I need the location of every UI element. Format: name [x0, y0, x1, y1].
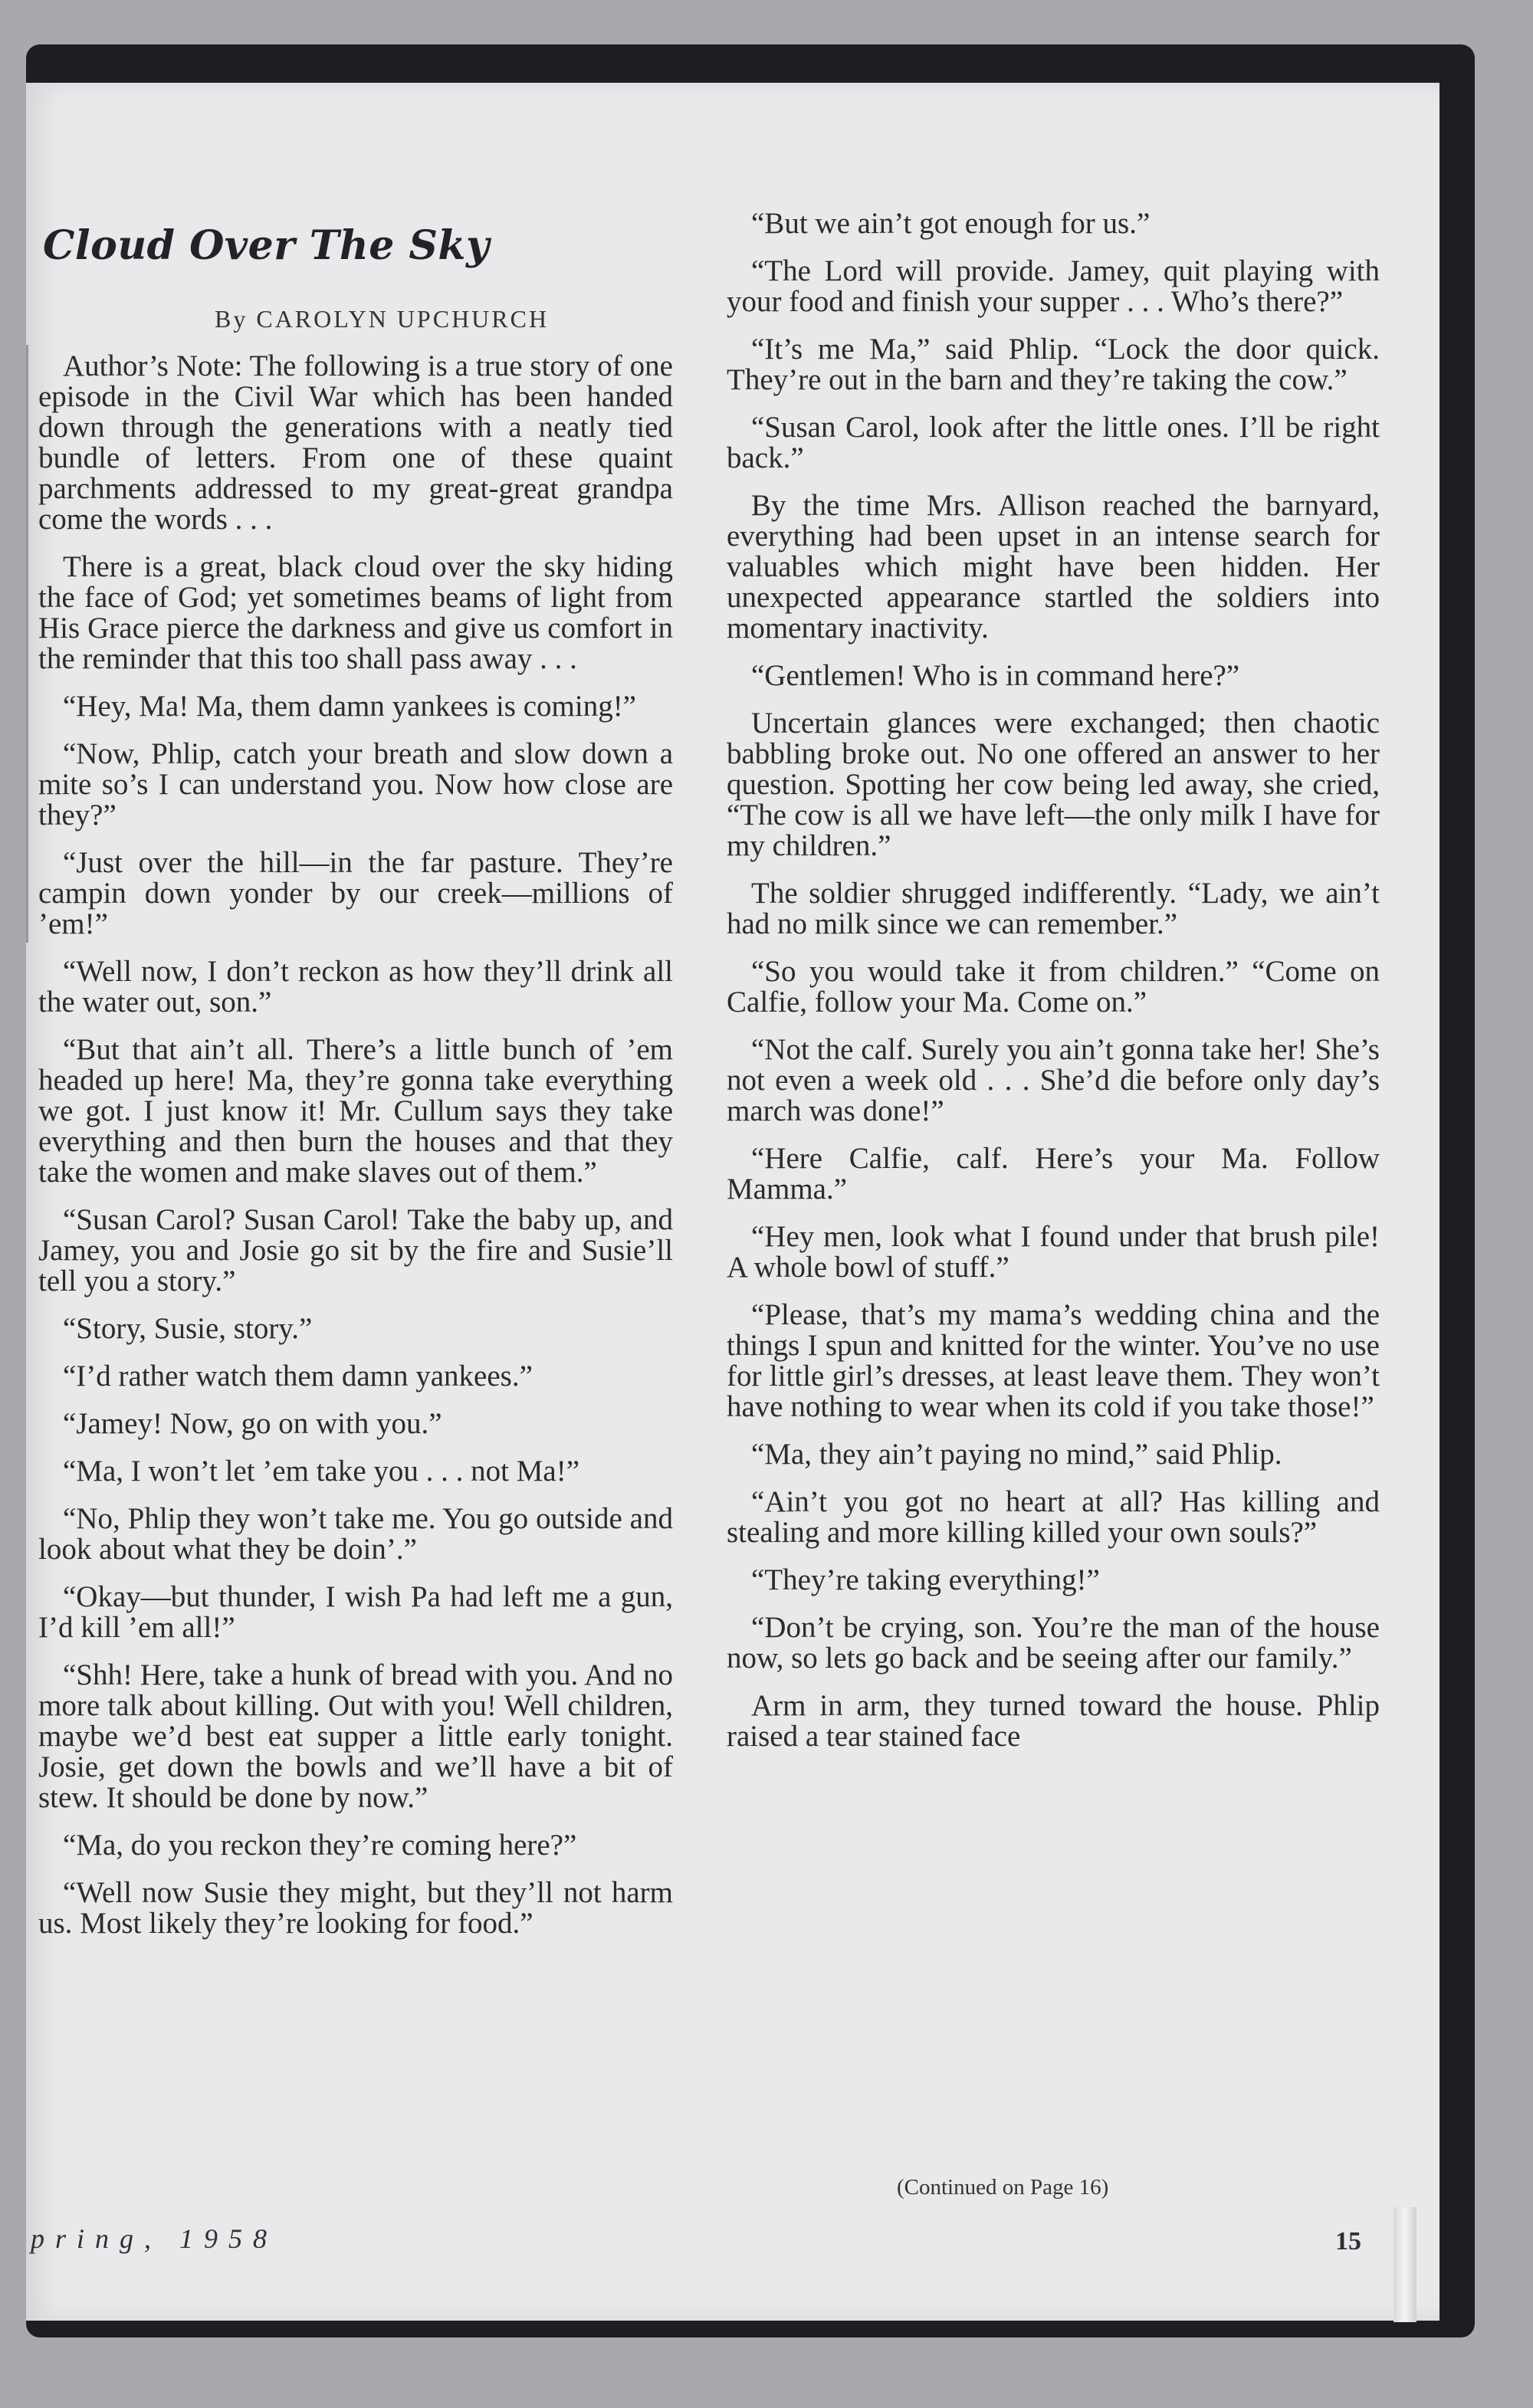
paragraph: “It’s me Ma,” said Phlip. “Lock the door quick. They’re out in the barn and they’re taking the cow.”	[727, 333, 1380, 396]
paragraph: Uncertain glances were exchanged; then chaotic babbling broke out. No one offered an answer to her question. Spotting her cow being led away, she cried, “The cow is all we have left—the only milk I have for my children.”	[727, 707, 1380, 862]
paragraph: “Gentlemen! Who is in command here?”	[751, 659, 1240, 692]
paragraph: “Just over the hill—in the far pasture. They’re campin down yonder by our creek—millions of ’em!”	[38, 846, 673, 940]
paragraph: “I’d rather watch them damn yankees.”	[63, 1360, 533, 1393]
paragraph: “Not the calf. Surely you ain’t gonna take her! She’s not even a week old . . . She’d die before only day’s march was done!”	[727, 1033, 1380, 1127]
paragraph: “Hey men, look what I found under that brush pile! A whole bowl of stuff.”	[727, 1220, 1380, 1284]
page-number: 15	[1335, 2227, 1361, 2255]
paragraph: “Well now Susie they might, but they’ll not harm us. Most likely they’re looking for food.”	[38, 1876, 673, 1940]
paragraph: Arm in arm, they turned toward the house. Phlip raised a tear stained face	[727, 1689, 1380, 1753]
paragraph: “Story, Susie, story.”	[63, 1312, 313, 1345]
paragraph: “Here Calfie, calf. Here’s your Ma. Follow Mamma.”	[727, 1142, 1380, 1206]
paragraph: “Ain’t you got no heart at all? Has killing and stealing and more killing killed your own souls?”	[727, 1485, 1380, 1549]
paragraph: “Well now, I don’t reckon as how they’ll drink all the water out, son.”	[38, 955, 673, 1019]
paragraph: There is a great, black cloud over the sky hiding the face of God; yet sometimes beams of light from His Grace pierce the darkness and give us comfort in the reminder that this too shall pass away . . .	[38, 550, 673, 675]
paragraph: “They’re taking everything!”	[751, 1563, 1100, 1596]
paragraph: “Okay—but thunder, I wish Pa had left me a gun, I’d kill ’em all!”	[38, 1580, 673, 1644]
paragraph: “Susan Carol, look after the little ones. I’ll be right back.”	[727, 411, 1380, 474]
paragraph: “Jamey! Now, go on with you.”	[63, 1407, 442, 1440]
paragraph: “Please, that’s my mama’s wedding china and the things I spun and knitted for the winter. You’ve no use for little girl’s dresses, at least leave them. They won’t have nothing to wear when its cold if you take those!”	[727, 1298, 1380, 1423]
paragraph: “So you would take it from children.” “Come on Calfie, follow your Ma. Come on.”	[727, 955, 1380, 1019]
left-column	[38, 351, 673, 1956]
paragraph: “Susan Carol? Susan Carol! Take the baby up, and Jamey, you and Josie go sit by the fire and Susie’ll tell you a story.”	[38, 1203, 673, 1297]
paragraph: “No, Phlip they won’t take me. You go outside and look about what they be doin’.”	[38, 1502, 673, 1566]
paragraph: “Now, Phlip, catch your breath and slow down a mite so’s I can understand you. Now how close are they?”	[38, 737, 673, 832]
issue-date: pring, 1958	[31, 2223, 278, 2254]
paragraph: “But that ain’t all. There’s a little bunch of ’em headed up here! Ma, they’re gonna take everything we got. I just know it! Mr. Cullum says they take everything and then burn the houses and that they take the women and make slaves out of them.”	[38, 1033, 673, 1189]
byline: By CAROLYN UPCHURCH	[215, 305, 550, 333]
paragraph: “Hey, Ma! Ma, them damn yankees is coming!”	[63, 690, 636, 723]
paragraph: “Ma, do you reckon they’re coming here?”	[63, 1829, 577, 1862]
right-column	[727, 208, 1380, 1769]
paragraph: “Ma, they ain’t paying no mind,” said Phlip.	[751, 1438, 1282, 1471]
article-title: Cloud Over The Sky	[43, 222, 490, 269]
continued-note: (Continued on Page 16)	[897, 2175, 1109, 2200]
paragraph: Author’s Note: The following is a true story of one episode in the Civil War which has been handed down through the generations with a neatly tied bundle of letters. From one of these quaint parchments addressed to my great-great grandpa come the words . . .	[38, 349, 673, 536]
paragraph: By the time Mrs. Allison reached the barnyard, everything had been upset in an intense search for valuables which might have been hidden. Her unexpected appearance startled the soldiers into momentary inactivity.	[727, 489, 1380, 645]
paragraph: The soldier shrugged indifferently. “Lady, we ain’t had no milk since we can remember.”	[727, 877, 1380, 940]
paragraph: “Don’t be crying, son. You’re the man of the house now, so lets go back and be seeing after our family.”	[727, 1611, 1380, 1675]
paragraph: “But we ain’t got enough for us.”	[751, 207, 1151, 240]
paragraph: “Ma, I won’t let ’em take you . . . not Ma!”	[63, 1455, 580, 1488]
page-edge	[1393, 2207, 1416, 2322]
paragraph: “The Lord will provide. Jamey, quit playing with your food and finish your supper . . . Who’s there?”	[727, 254, 1380, 318]
paragraph: “Shh! Here, take a hunk of bread with you. And no more talk about killing. Out with you! Well children, maybe we’d best eat supper a little early tonight. Josie, get down the bowls and we’ll have a bit of stew. It should be done by now.”	[38, 1658, 673, 1814]
